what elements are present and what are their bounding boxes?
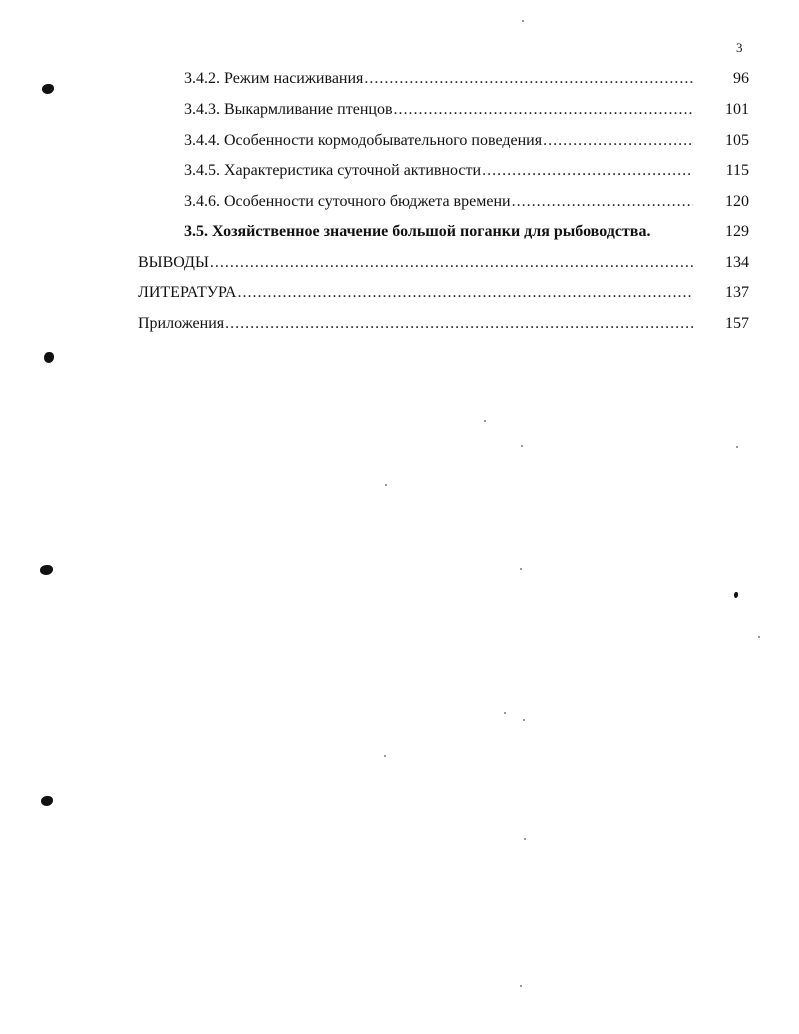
toc-entry-3-4-3 — [184, 101, 749, 125]
toc-entry-page: 134 — [725, 254, 749, 271]
toc-entry-page: 105 — [725, 132, 749, 149]
scan-blot — [40, 565, 53, 575]
toc-entry-3-5 — [184, 223, 749, 247]
toc-dot-leader — [225, 315, 693, 333]
toc-entry-page: 101 — [725, 101, 749, 118]
toc-entry-label: 3.4.4. Особенности кормодобывательного поведения — [184, 132, 543, 149]
toc-entry-3-4-5 — [184, 162, 749, 186]
scan-blot — [41, 796, 53, 806]
toc-entry-3-4-2 — [184, 70, 749, 94]
toc-entry-label: ЛИТЕРАТУРА — [138, 284, 237, 301]
scan-speck — [520, 985, 522, 987]
toc-entry-label: 3.4.3. Выкармливание птенцов — [184, 101, 393, 118]
scan-speck — [520, 568, 522, 570]
scan-speck — [736, 446, 738, 448]
toc-entry-label: ВЫВОДЫ — [138, 254, 209, 271]
toc-entry-label: 3.4.5. Характеристика суточной активности — [184, 162, 482, 179]
scan-speck — [484, 420, 486, 422]
toc-entry-page: 120 — [725, 193, 749, 210]
toc-entry-label: Приложения — [138, 315, 225, 332]
scan-speck — [523, 719, 525, 721]
toc-entry-page: 129 — [725, 223, 749, 240]
scan-speck — [384, 755, 386, 757]
toc-entry-page: 115 — [725, 162, 749, 179]
toc-entry-page: 137 — [725, 284, 749, 301]
toc-dot-leader — [512, 193, 693, 211]
toc-dot-leader — [394, 101, 694, 119]
scan-blot — [42, 84, 54, 94]
scan-speck — [504, 712, 506, 714]
scan-speck — [524, 838, 526, 840]
toc-entry-label: 3.4.2. Режим насиживания — [184, 70, 364, 87]
toc-entry-appendices — [138, 315, 749, 339]
toc-dot-leader — [210, 254, 693, 272]
toc-entry-page: 157 — [725, 315, 749, 332]
toc-entry-label: 3.4.6. Особенности суточного бюджета времени — [184, 193, 511, 210]
toc-dot-leader — [237, 284, 693, 302]
toc-dot-leader — [482, 162, 693, 180]
scan-speck — [385, 484, 387, 486]
scan-speck — [521, 445, 523, 447]
toc-entry-label: 3.5. Хозяйственное значение большой поганки для рыбоводства. — [184, 223, 651, 240]
toc-entry-page: 96 — [733, 70, 749, 87]
scan-blot — [734, 592, 738, 598]
toc-entry-3-4-4 — [184, 132, 749, 156]
toc-entry-literature — [138, 284, 749, 308]
page-number: 3 — [736, 40, 743, 55]
scan-blot — [44, 352, 54, 363]
toc-entry-3-4-6 — [184, 193, 749, 217]
toc-dot-leader — [543, 132, 693, 150]
toc-entry-conclusions — [138, 254, 749, 278]
scan-speck — [758, 636, 760, 638]
toc-dot-leader — [364, 70, 693, 88]
scan-speck — [522, 20, 524, 22]
